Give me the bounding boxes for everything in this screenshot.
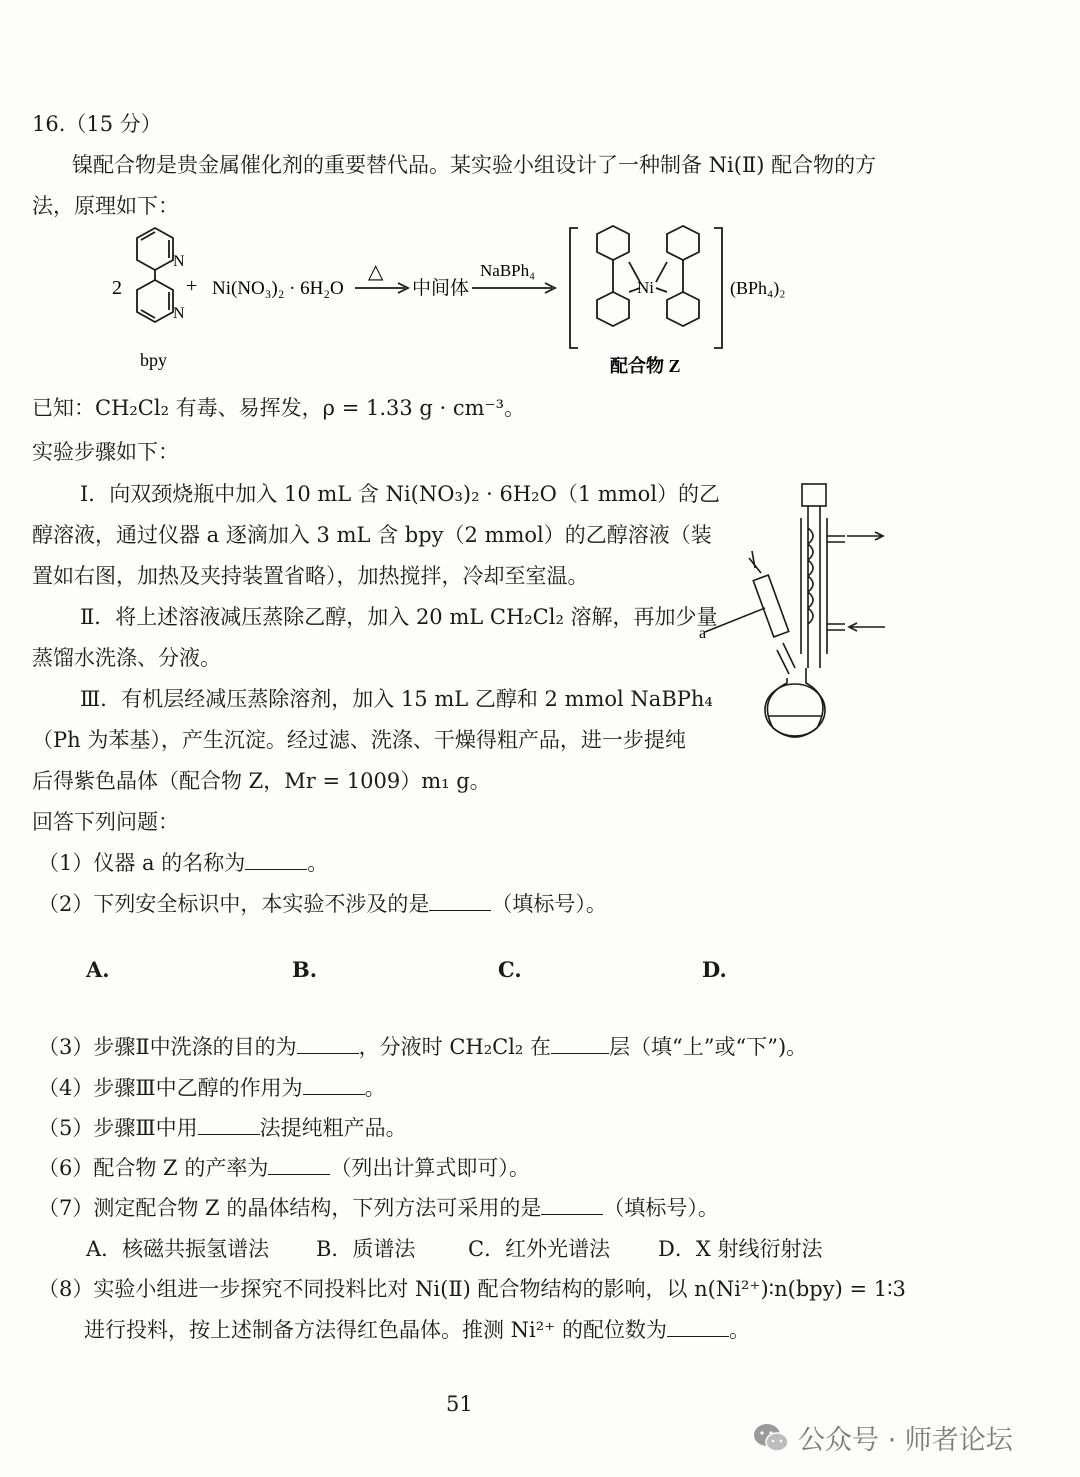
q3-blank-1[interactable] <box>297 1032 359 1054</box>
complex-ring-1 <box>597 226 629 260</box>
q3: （3）步骤Ⅱ中洗涤的目的为 ，分液时 CH₂Cl₂ 在 层（填“上”或“下”)。 <box>38 1031 807 1061</box>
complex-ring-4 <box>667 292 699 326</box>
nabph4-reagent: NaBPh₄ <box>480 261 536 280</box>
q7-option-b[interactable]: B．质谱法 <box>316 1237 416 1261</box>
counterion: (BPh₄)₂ <box>730 278 786 298</box>
q5-blank[interactable] <box>198 1113 260 1135</box>
apparatus-diagram <box>695 478 895 748</box>
q2: （2）下列安全标识中，本实验不涉及的是 （填标号）。 <box>38 888 607 918</box>
q8-blank[interactable] <box>667 1315 729 1337</box>
steps-title: 实验步骤如下： <box>32 440 179 464</box>
bpy-ring-upper <box>137 228 173 270</box>
q5: （5）步骤Ⅲ中用 法提纯粗产品。 <box>38 1112 407 1142</box>
step-1-line-1: Ⅰ．向双颈烧瓶中加入 10 mL 含 Ni(NO₃)₂ · 6H₂O（1 mmol）的乙 <box>80 482 721 506</box>
watermark <box>752 1418 1013 1457</box>
plus-sign: + <box>186 275 198 297</box>
intermediate-label: 中间体 <box>412 278 470 299</box>
step-3-line-1: Ⅲ．有机层经减压蒸除溶剂，加入 15 mL 乙醇和 2 mmol NaBPh₄ <box>80 687 713 711</box>
reaction-scheme <box>100 222 820 382</box>
heat-symbol: △ <box>368 261 384 283</box>
answer-title: 回答下列问题： <box>32 810 179 834</box>
q3-blank-2[interactable] <box>551 1032 609 1054</box>
q4-blank[interactable] <box>303 1073 365 1095</box>
q2-option-c[interactable]: C. <box>498 957 522 982</box>
intro-line-2: 法，原理如下： <box>32 194 179 218</box>
wechat-icon <box>752 1422 790 1454</box>
step-3-line-2: （Ph 为苯基），产生沉淀。经过滤、洗涤、干燥得粗产品，进一步提纯 <box>32 728 686 752</box>
bpy-n-lower: N <box>173 305 185 322</box>
condenser-coil <box>808 528 813 624</box>
bpy-label: bpy <box>140 350 167 370</box>
complex-ring-2 <box>597 292 629 326</box>
page-number: 51 <box>446 1392 473 1416</box>
q7-option-c[interactable]: C．红外光谱法 <box>468 1237 611 1261</box>
q7-option-a[interactable]: A．核磁共振氢谱法 <box>86 1237 270 1261</box>
q8-line-2: 进行投料，按上述制备方法得红色晶体。推测 Ni²⁺ 的配位数为 。 <box>84 1314 750 1344</box>
step-1-line-3: 置如右图，加热及夹持装置省略），加热搅拌，冷却至室温。 <box>32 564 589 588</box>
q7: （7）测定配合物 Z 的晶体结构，下列方法可采用的是 （填标号）。 <box>38 1192 719 1222</box>
q1: （1）仪器 a 的名称为 。 <box>38 847 328 877</box>
q6: （6）配合物 Z 的产率为 （列出计算式即可）。 <box>38 1152 530 1182</box>
q1-blank[interactable] <box>245 848 307 870</box>
q2-option-b[interactable]: B. <box>292 957 318 982</box>
condenser-stopper <box>802 484 826 506</box>
step-1-line-2: 醇溶液，通过仪器 a 逐滴加入 3 mL 含 bpy（2 mmol）的乙醇溶液（装 <box>32 523 712 547</box>
step-3-line-3: 后得紫色晶体（配合物 Z，Mr = 1009）m₁ g。 <box>32 769 491 793</box>
nickel-reagent: Ni(NO₃)₂ · 6H₂O <box>212 278 344 299</box>
label-leader-a <box>705 608 765 632</box>
complex-ni: Ni <box>637 278 654 297</box>
q4: （4）步骤Ⅲ中乙醇的作用为 。 <box>38 1072 386 1102</box>
bpy-n-upper: N <box>173 253 185 270</box>
complex-ring-3 <box>667 226 699 260</box>
apparatus-label-a: a <box>699 625 707 642</box>
q7-option-d[interactable]: D．X 射线衍射法 <box>658 1237 823 1261</box>
bpy-ring-lower <box>137 280 173 322</box>
funnel-body <box>753 575 789 637</box>
q7-blank[interactable] <box>541 1193 603 1215</box>
step-2-line-1: Ⅱ．将上述溶液减压蒸除乙醇，加入 20 mL CH₂Cl₂ 溶解，再加少量 <box>80 605 718 629</box>
q2-option-d[interactable]: D. <box>702 957 727 982</box>
complex-z-label: 配合物 Z <box>610 356 681 376</box>
bpy-coefficient: 2 <box>112 277 122 299</box>
known-info: 已知：CH₂Cl₂ 有毒、易挥发，ρ = 1.33 g · cm⁻³。 <box>32 396 526 420</box>
step-2-line-2: 蒸馏水洗涤、分液。 <box>32 646 221 670</box>
q8-line-1: （8）实验小组进一步探究不同投料比对 Ni(Ⅱ) 配合物结构的影响，以 n(Ni²⁺)∶n(bpy) = 1∶3 <box>38 1277 906 1301</box>
watermark-text: 公众号 · 师者论坛 <box>798 1425 1013 1456</box>
question-number: 16.（15 分） <box>32 112 162 136</box>
q6-blank[interactable] <box>268 1153 330 1175</box>
q2-option-a[interactable]: A. <box>86 957 110 982</box>
q2-blank[interactable] <box>429 889 491 911</box>
intro-line-1: 镍配合物是贵金属催化剂的重要替代品。某实验小组设计了一种制备 Ni(Ⅱ) 配合物的方 <box>72 153 877 177</box>
